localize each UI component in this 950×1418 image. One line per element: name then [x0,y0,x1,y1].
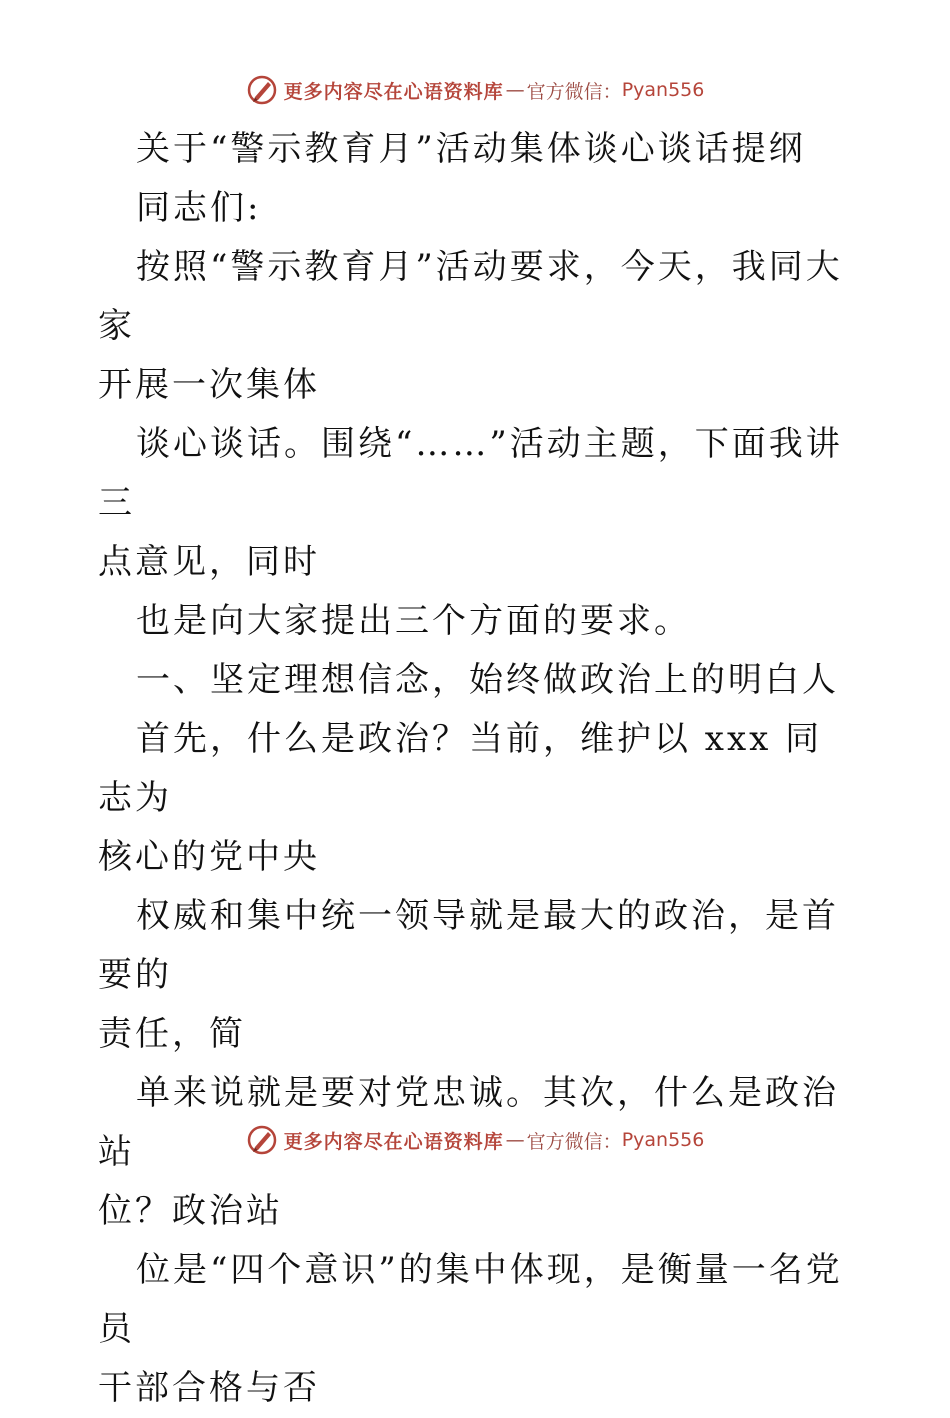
watermark-wechat-id: Pyan556 [621,79,705,101]
text-line: 权威和集中统一领导就是最大的政治，是首要的 [98,896,839,995]
watermark-header [0,70,950,110]
text-line: 一、坚定理想信念，始终做政治上的明白人 [136,660,839,700]
watermark-separator: — [505,79,525,101]
watermark-brand: 更多内容尽在心语资料库 [283,1130,504,1153]
watermark-official-label: 官方微信： [526,1130,622,1153]
text-line: 按照“警示教育月”活动要求，今天，我同大家 [98,247,843,346]
text-line: 开展一次集体 [98,365,320,405]
text-line: 首先，什么是政治？当前，维护以 xxx 同志为 [98,719,823,818]
text-line: 点意见，同时 [98,542,320,582]
watermark-wechat-id: Pyan556 [621,1129,705,1151]
text-line: 核心的党中央 [98,837,320,877]
text-line: 同志们: [136,188,262,228]
pen-logo-icon [246,1124,278,1156]
watermark-footer [0,1120,950,1160]
text-line: 干部合格与否 [98,1368,320,1408]
text-line: 也是向大家提出三个方面的要求。 [136,601,691,641]
text-line: 单来说就是要对党忠诚。其次，什么是政治站 [98,1073,839,1172]
watermark-official-label: 官方微信： [526,80,622,103]
document-title: 关于“警示教育月”活动集体谈心谈话提纲 [136,129,806,169]
text-line: 责任，简 [98,1014,246,1054]
document-paragraphs [98,179,858,1418]
watermark-separator: — [505,1129,525,1151]
text-line: 位是“四个意识”的集中体现，是衡量一名党员 [98,1250,843,1349]
text-line: 位？政治站 [98,1191,283,1231]
document-body [98,120,858,1418]
text-line: 谈心谈话。围绕“……”活动主题，下面我讲三 [98,424,843,523]
pen-logo-icon [246,74,278,106]
watermark-brand: 更多内容尽在心语资料库 [283,80,504,103]
